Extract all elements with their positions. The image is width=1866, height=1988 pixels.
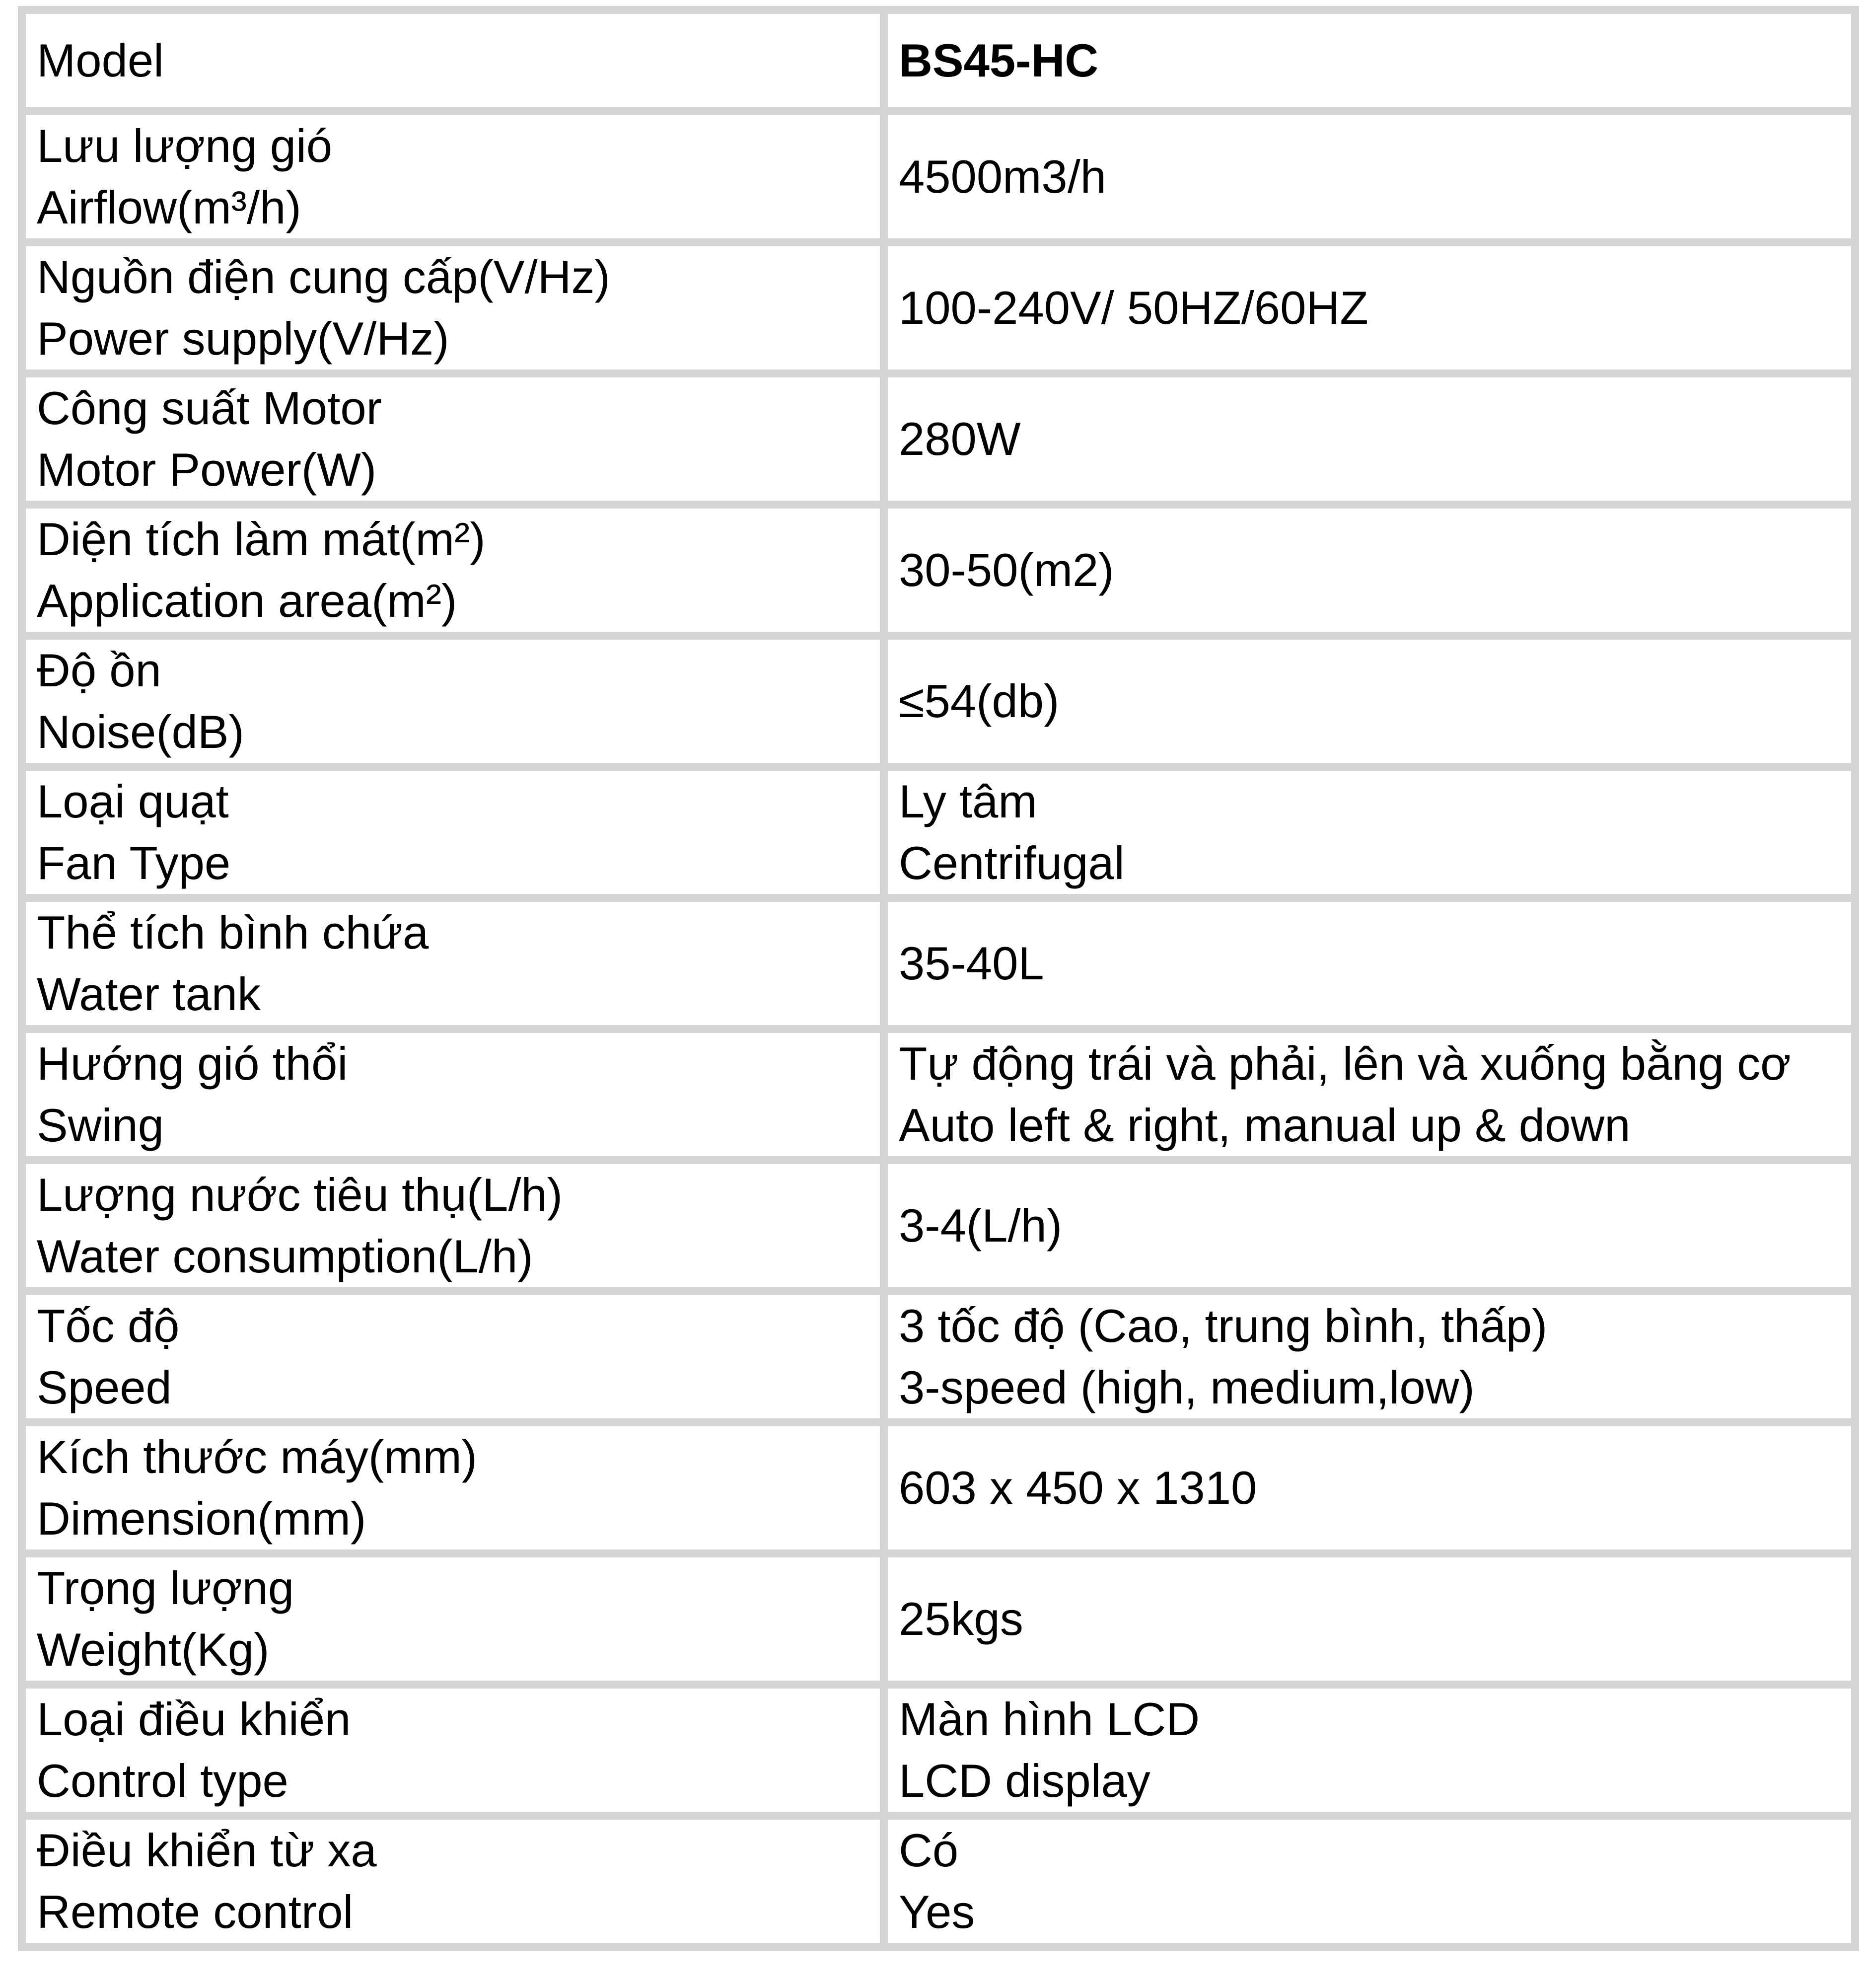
table-row [26, 1426, 1851, 1549]
table-row [26, 1164, 1851, 1287]
row-value: 4500m3/h [888, 115, 1851, 238]
table-row [26, 1033, 1851, 1156]
row-value: 35-40L [888, 902, 1851, 1025]
row-value: Ly tâm Centrifugal [888, 771, 1851, 894]
row-value: 3-4(L/h) [888, 1164, 1851, 1287]
table-row [26, 1689, 1851, 1812]
row-value: 280W [888, 377, 1851, 501]
table-row [26, 640, 1851, 763]
row-value: Có Yes [888, 1820, 1851, 1943]
row-label: Loại quạt Fan Type [26, 771, 880, 894]
row-value: 30-50(m2) [888, 509, 1851, 632]
row-label: Diện tích làm mát(m²) Application area(m²) [26, 509, 880, 632]
row-value: Màn hình LCD LCD display [888, 1689, 1851, 1812]
table-row [26, 115, 1851, 238]
row-value: ≤54(db) [888, 640, 1851, 763]
table-row-model [26, 14, 1851, 107]
row-label: Tốc độ Speed [26, 1295, 880, 1418]
row-label: Lưu lượng gió Airflow(m³/h) [26, 115, 880, 238]
table-row [26, 1295, 1851, 1418]
table-row [26, 1820, 1851, 1943]
row-label: Độ ồn Noise(dB) [26, 640, 880, 763]
spec-table-body [26, 14, 1851, 1943]
row-value: 603 x 450 x 1310 [888, 1426, 1851, 1549]
row-value: Tự động trái và phải, lên và xuống bằng cơ Auto left & right, manual up & down [888, 1033, 1851, 1156]
spec-table [18, 6, 1859, 1951]
table-row [26, 771, 1851, 894]
table-row [26, 1557, 1851, 1681]
table-row [26, 246, 1851, 369]
row-label: Thể tích bình chứa Water tank [26, 902, 880, 1025]
row-label: Model [26, 14, 880, 107]
table-row [26, 902, 1851, 1025]
row-label: Điều khiển từ xa Remote control [26, 1820, 880, 1943]
row-label: Công suất Motor Motor Power(W) [26, 377, 880, 501]
row-label: Loại điều khiển Control type [26, 1689, 880, 1812]
table-row [26, 377, 1851, 501]
row-label: Nguồn điện cung cấp(V/Hz) Power supply(V/Hz) [26, 246, 880, 369]
model-value: BS45-HC [888, 14, 1851, 107]
row-value: 3 tốc độ (Cao, trung bình, thấp) 3-speed (high, medium,low) [888, 1295, 1851, 1418]
row-label: Kích thước máy(mm) Dimension(mm) [26, 1426, 880, 1549]
table-row [26, 509, 1851, 632]
row-label: Lượng nước tiêu thụ(L/h) Water consumption(L/h) [26, 1164, 880, 1287]
row-label: Trọng lượng Weight(Kg) [26, 1557, 880, 1681]
row-value: 100-240V/ 50HZ/60HZ [888, 246, 1851, 369]
row-label: Hướng gió thổi Swing [26, 1033, 880, 1156]
row-value: 25kgs [888, 1557, 1851, 1681]
